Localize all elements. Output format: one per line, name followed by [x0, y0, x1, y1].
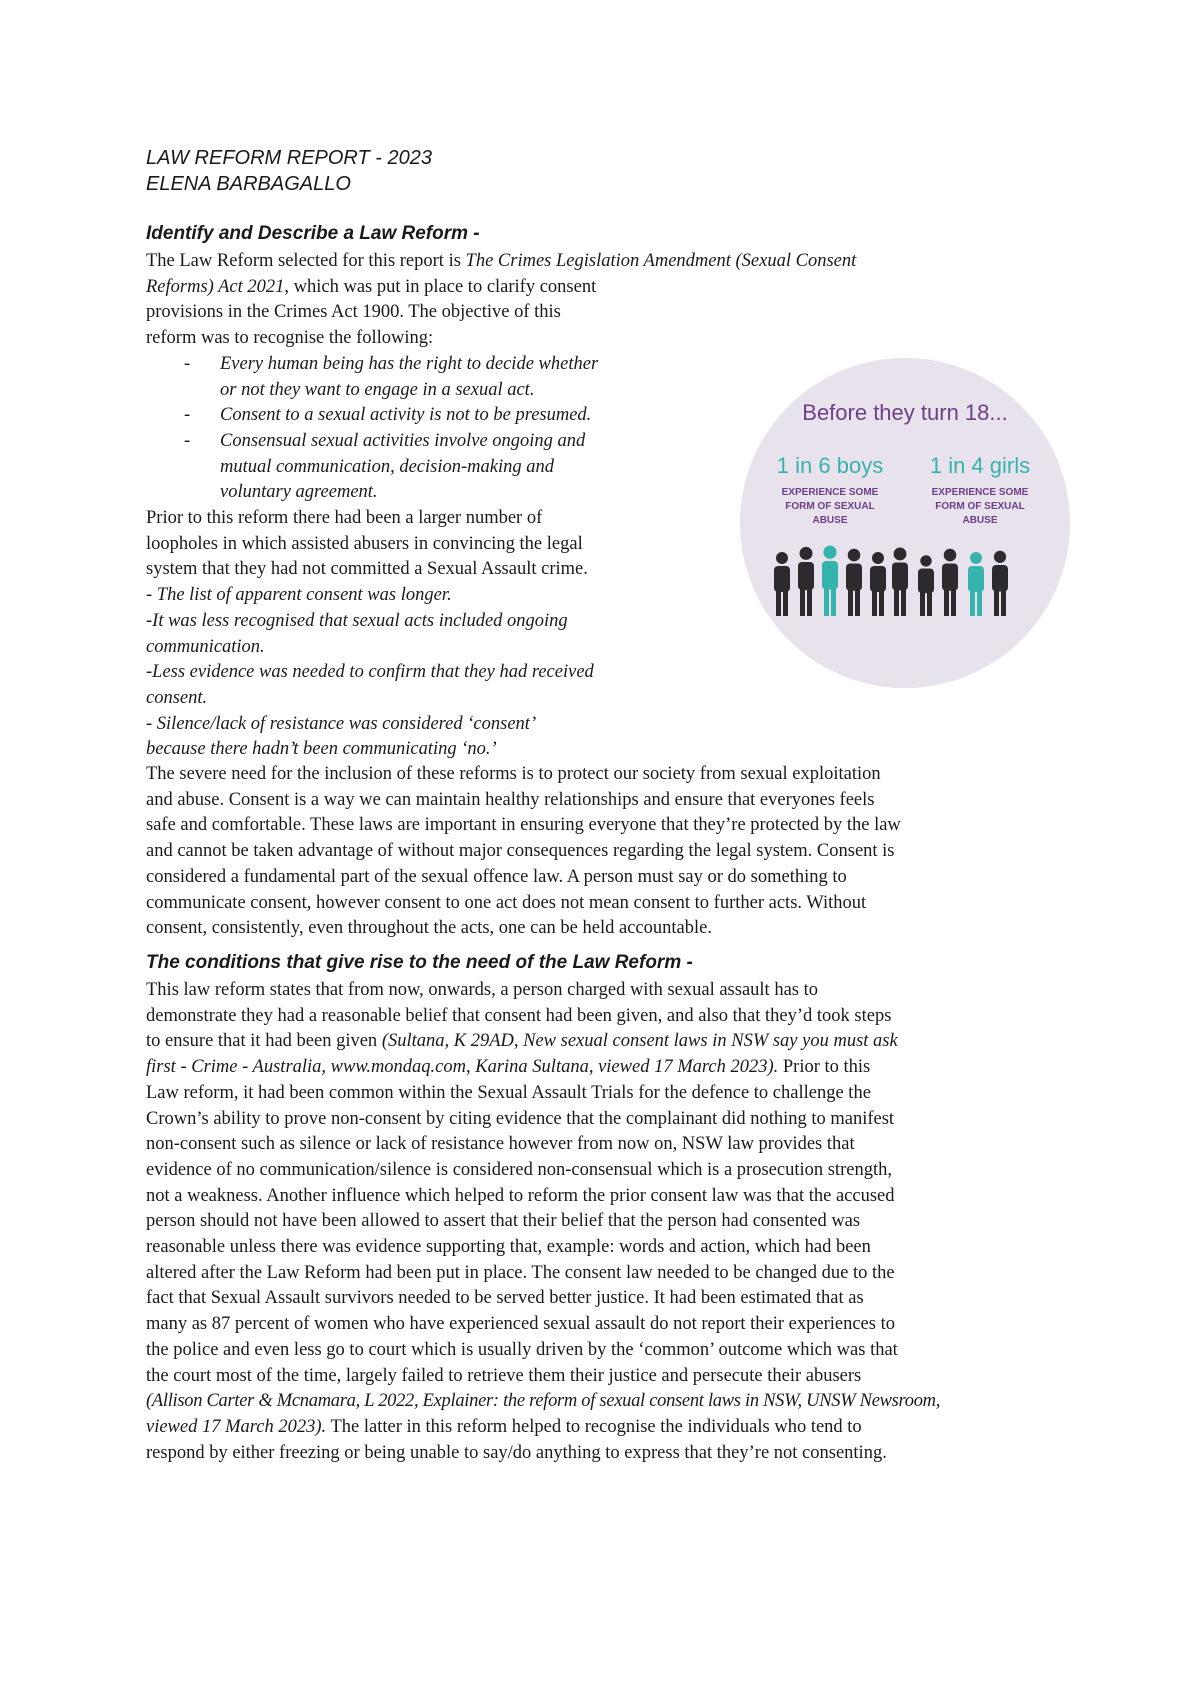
section1-paragraph: The severe need for the inclusion of these reforms is to protect our society from sexual exploitation and abuse. Consent is a way we can maintain healthy relationships and ensure that everyones feels safe and comfortable. These laws are important in ensuring everyone that they’re protected by the law and cannot be taken advantage of without major consequences regarding the legal system. Consent is considered a fundamental part of the sexual offence law. A person must say or do something to communicate consent, however consent to one act does not mean consent to further acts. Without consent, consistently, even throughout the acts, one can be held accountable.	[146, 764, 901, 939]
person-leg	[807, 588, 812, 616]
person-leg	[855, 589, 860, 616]
girls-caption: EXPERIENCE SOME	[931, 487, 1029, 498]
person-leg	[831, 587, 836, 616]
person-body	[846, 564, 862, 591]
person-leg	[1001, 589, 1006, 616]
person-leg	[776, 590, 781, 616]
prior-point: communication.	[146, 636, 265, 657]
person-body	[918, 569, 934, 594]
person-body	[798, 562, 814, 590]
person-body	[892, 563, 908, 591]
bullet-item: - Consensual sexual activities involve ongoing and mutual communication, decision-making and voluntary agreement.	[184, 430, 586, 503]
person-leg	[944, 589, 949, 616]
intro-line: provisions in the Crimes Act 1900. The objective of this	[146, 302, 561, 323]
person-leg	[977, 590, 982, 616]
person-leg	[994, 589, 999, 616]
person-leg	[848, 589, 853, 616]
intro-line: reform was to recognise the following:	[146, 328, 434, 349]
prior-point: -It was less recognised that sexual acts included ongoing	[146, 610, 568, 631]
intro-line: Reforms) Act 2021, which was put in place to clarify consent	[146, 276, 597, 297]
girls-caption: FORM OF SEXUAL	[935, 501, 1025, 512]
prior-point: consent.	[146, 687, 208, 708]
section2-heading: The conditions that give rise to the need of the Law Reform -	[146, 952, 693, 973]
prior-point: -Less evidence was needed to confirm that they had received	[146, 662, 594, 683]
person-head	[970, 552, 982, 564]
prior-point: because there hadn’t been communicating ‘no.’	[146, 739, 497, 760]
person-head	[944, 549, 957, 562]
report-title: LAW REFORM REPORT - 2023	[146, 147, 432, 169]
prior-line: system that they had not committed a Sexual Assault crime.	[146, 559, 588, 580]
prior-point: - The list of apparent consent was longer.	[146, 585, 452, 606]
boys-statistic: 1 in 6 boys	[776, 453, 884, 478]
person-body	[774, 566, 790, 592]
person-head	[920, 555, 931, 566]
boys-caption: EXPERIENCE SOME	[781, 487, 879, 498]
person-leg	[872, 590, 877, 616]
person-head	[994, 551, 1006, 563]
person-body	[968, 566, 984, 592]
person-leg	[783, 590, 788, 616]
person-head	[800, 547, 813, 560]
person-leg	[901, 588, 906, 616]
citation: viewed 17 March 2023).	[146, 1416, 327, 1437]
intro-line: The Law Reform selected for this report is The Crimes Legislation Amendment (Sexual Consent	[146, 251, 857, 271]
bullet-item: - Every human being has the right to decide whether or not they want to engage in a sexual act.	[184, 353, 599, 400]
person-leg	[951, 589, 956, 616]
girls-statistic: 1 in 4 girls	[929, 453, 1031, 478]
person-leg	[920, 591, 925, 616]
boys-caption: FORM OF SEXUAL	[785, 501, 875, 512]
law-title-cont: Reforms) Act 2021	[146, 276, 285, 297]
section2-body: This law reform states that from now, onwards, a person charged with sexual assault has to demonstrate they had a reasonable belief that consent had been given, and also that they’d took steps to ensure that it had been given (Sultana, K 29AD, New sexual consent laws in NSW say you must ask first - Crime - Australia, www.mondaq.com, Karina Sultana, viewed 17 March 2023). Prior to this Law reform, it had been common within the Sexual Assault Trials for the defence to challenge the Crown’s ability to prove non-consent by citing evidence that the complainant did nothing to manifest non-consent such as silence or lack of resistance however from now on, NSW law provides that evidence of no communication/silence is considered non-consensual which is a prosecution strength, not a weakness. Another influence which helped to reform the prior consent law was that the accused person should not have been allowed to assert that their belief that the person had consented was reasonable unless there was evidence supporting that, example: words and action, which had been altered after the Law Reform had been put in place. The consent law needed to be changed due to the fact that Sexual Assault survivors needed to be served better justice. It had been estimated that as many as 87 percent of women who have experienced sexual assault do not report their experiences to the police and even less go to court which is usually driven by the ‘common’ outcome which was that the court most of the time, largely failed to retrieve them their justice and persecute their abusers (Allison Carter & Mcnamara, L 2022, Explainer: the reform of sexual consent laws in NSW, UNSW Newsroom, viewed 17 March 2023). The latter in this reform helped to recognise the individuals who tend to respond by either freezing or being unable to say/do anything to express that they’re not consenting.	[146, 978, 1086, 1466]
section1-heading: Identify and Describe a Law Reform -	[146, 223, 480, 244]
report-header	[146, 145, 432, 197]
prior-point: - Silence/lack of resistance was considered ‘consent’	[146, 713, 537, 734]
person-head	[776, 552, 788, 564]
infographic-title: Before they turn 18...	[802, 400, 1008, 425]
person-leg	[824, 587, 829, 616]
person-head	[848, 549, 861, 562]
citation: first - Crime - Australia, www.mondaq.com, Karina Sultana, viewed 17 March 2023).	[146, 1057, 779, 1078]
prior-line: Prior to this reform there had been a larger number of	[146, 508, 543, 529]
citation: (Allison Carter & Mcnamara, L 2022, Explainer: the reform of sexual consent laws in NSW, UNSW Newsroom,	[146, 1391, 941, 1412]
person-head	[872, 552, 884, 564]
person-leg	[800, 588, 805, 616]
person-leg	[927, 591, 932, 616]
person-body	[992, 565, 1008, 592]
person-leg	[970, 590, 975, 616]
citation: (Sultana, K 29AD, New sexual consent laws in NSW say you must ask	[381, 1031, 898, 1052]
person-leg	[879, 590, 884, 616]
law-title: The Crimes Legislation Amendment (Sexual Consent	[465, 251, 857, 271]
person-body	[870, 566, 886, 592]
bullet-item: - Consent to a sexual activity is not to be presumed.	[184, 405, 592, 426]
person-head	[894, 548, 907, 561]
report-author: ELENA BARBAGALLO	[146, 173, 351, 195]
person-body	[942, 564, 958, 591]
abuse-statistics-infographic	[740, 348, 1070, 698]
prior-line: loopholes in which assisted abusers in convincing the legal	[146, 533, 583, 554]
girls-caption: ABUSE	[962, 515, 998, 526]
boys-caption: ABUSE	[812, 515, 848, 526]
person-head	[823, 546, 836, 559]
person-body	[822, 561, 838, 590]
person-leg	[894, 588, 899, 616]
